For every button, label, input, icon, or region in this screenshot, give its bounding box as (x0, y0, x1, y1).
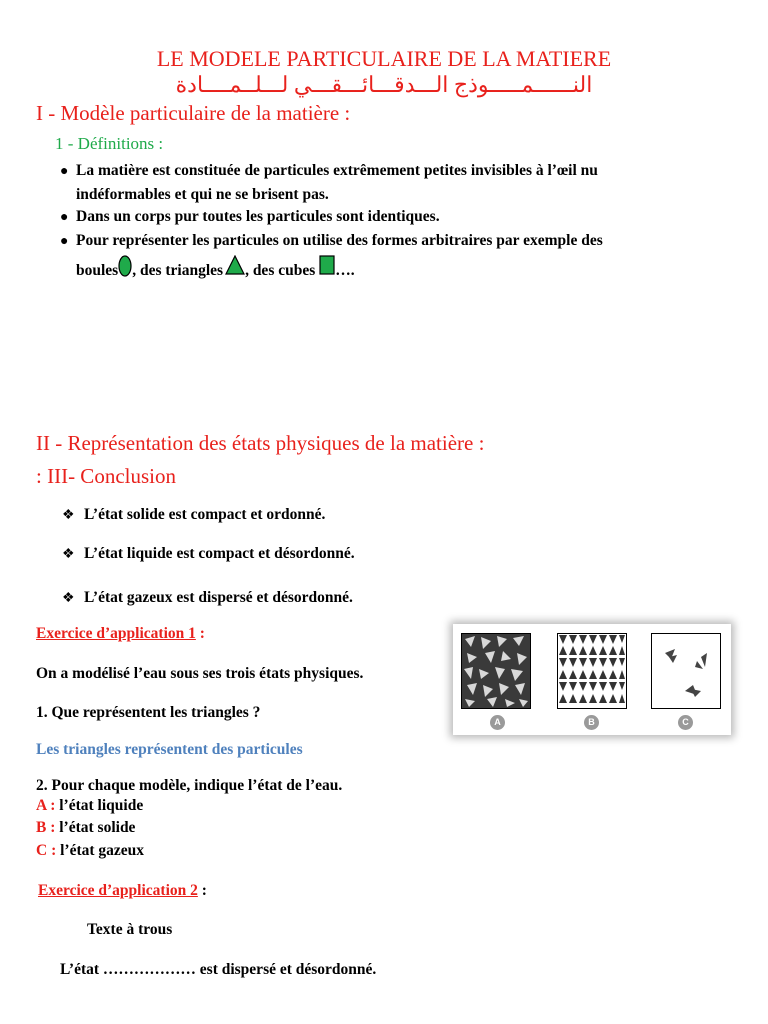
bullet-dot: ● (60, 234, 69, 249)
diamond-bullet-icon: ❖ (62, 591, 75, 606)
states-models-figure (453, 624, 731, 735)
bullet-dot: ● (60, 164, 69, 179)
state-gas: L’état gazeux est dispersé et désordonné. (84, 589, 353, 606)
diamond-bullet-icon: ❖ (62, 547, 75, 562)
model-a-liquid (461, 633, 531, 709)
exercise-1-intro: On a modélisé l’eau sous ses trois états physiques. (36, 665, 364, 682)
triangle-shape-icon (225, 255, 245, 275)
definition-1-line-2: indéformables et qui ne se brisent pas. (76, 186, 329, 203)
definitions-subheading: 1 - Définitions : (55, 134, 164, 153)
answer-1: Les triangles représentent des particules (36, 741, 303, 758)
shapes-text-cubes: , des cubes (245, 262, 316, 279)
question-1: 1. Que représentent les triangles ? (36, 704, 261, 721)
question-2: 2. Pour chaque modèle, indique l’état de l’eau. (36, 777, 343, 794)
figure-label-c: C (678, 715, 693, 730)
exercise-2-subtitle: Texte à trous (87, 921, 173, 938)
state-solid: L’état solide est compact et ordonné. (84, 506, 326, 523)
diamond-bullet-icon: ❖ (62, 508, 75, 523)
ellipse-shape-icon (118, 255, 132, 277)
shapes-text-boules: boules (76, 262, 119, 279)
definition-1-line-1: La matière est constituée de particules extrêmement petites invisibles à l’œil nu (76, 162, 598, 179)
conclusion-heading: : III- Conclusion (36, 464, 176, 488)
definition-3-line-2 (76, 252, 355, 280)
model-c-gas (651, 633, 721, 709)
fill-in-blank-line: L’état ……………… est dispersé et désordonné. (60, 961, 377, 978)
state-liquid: L’état liquide est compact et désordonné. (84, 545, 355, 562)
figure-label-a: A (490, 715, 505, 730)
exercise-1-title: Exercice d’application 1 : (36, 625, 205, 642)
answer-b: B : l’état solide (36, 819, 136, 836)
definition-3-line-1: Pour représenter les particules on utilise des formes arbitraires par exemple des (76, 232, 603, 249)
definition-2: Dans un corps pur toutes les particules sont identiques. (76, 208, 440, 225)
bullet-dot: ● (60, 210, 69, 225)
figure-label-b: B (584, 715, 599, 730)
answer-a: A : l’état liquide (36, 797, 144, 814)
answer-c: C : l’état gazeux (36, 842, 145, 859)
page-title: LE MODELE PARTICULAIRE DE LA MATIERE (156, 46, 612, 71)
shapes-text-ellipsis: …. (335, 262, 355, 279)
cube-shape-icon (319, 255, 335, 275)
model-b-solid (557, 633, 627, 709)
section-1-heading: I - Modèle particulaire de la matière : (36, 101, 351, 125)
shapes-text-triangles: , des triangles (132, 262, 224, 279)
section-2-heading: II - Représentation des états physiques de la matière : (36, 431, 485, 455)
page-title-arabic: النــــــمـــــوذج الـــدقـــائـــقـــي لـــلــمــــادة (175, 72, 593, 97)
exercise-2-title: Exercice d’application 2 : (38, 882, 207, 899)
